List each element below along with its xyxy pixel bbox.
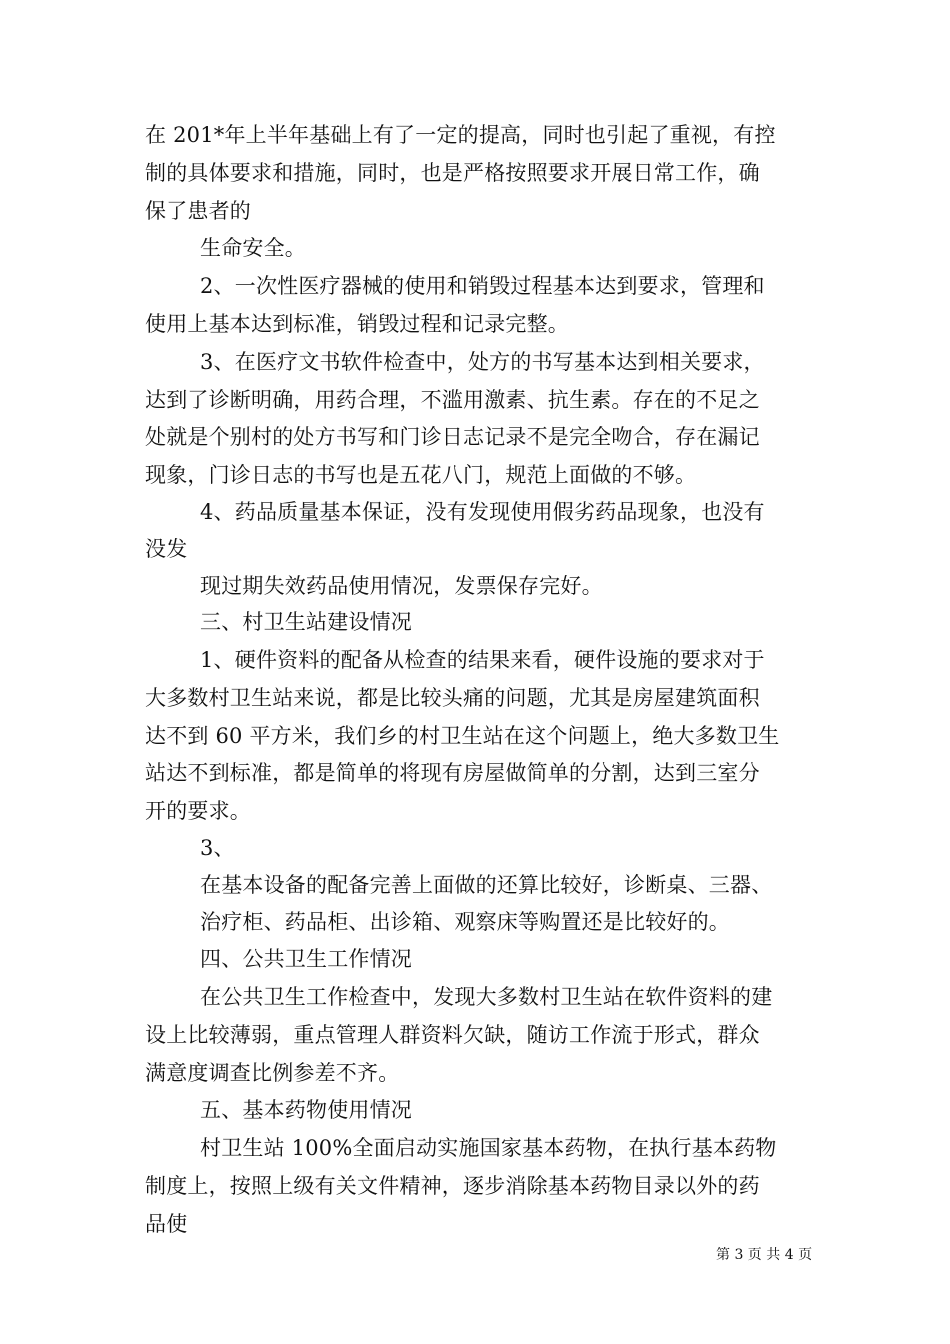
section-heading: 五、基本药物使用情况 bbox=[200, 1098, 412, 1122]
text-line: 品使 bbox=[145, 1212, 188, 1236]
text-line: 大多数村卫生站来说，都是比较头痛的问题，尤其是房屋建筑面积 bbox=[145, 686, 760, 710]
page-number: 第 3 页 共 4 页 bbox=[716, 1247, 813, 1263]
text-line: 设上比较薄弱，重点管理人群资料欠缺，随访工作流于形式，群众 bbox=[145, 1023, 760, 1047]
text-line: 生命安全。 bbox=[200, 236, 306, 260]
text-line: 制度上，按照上级有关文件精神，逐步消除基本药物目录以外的药 bbox=[145, 1174, 760, 1198]
text-line: 站达不到标准，都是简单的将现有房屋做简单的分割，达到三室分 bbox=[145, 761, 760, 785]
text-line: 满意度调查比例参差不齐。 bbox=[145, 1061, 400, 1085]
text-line: 2、一次性医疗器械的使用和销毁过程基本达到要求，管理和 bbox=[200, 274, 765, 298]
section-heading: 三、村卫生站建设情况 bbox=[200, 610, 412, 634]
text-line: 3、在医疗文书软件检查中，处方的书写基本达到相关要求， bbox=[200, 350, 765, 374]
text-line: 村卫生站 100%全面启动实施国家基本药物，在执行基本药物 bbox=[200, 1136, 777, 1160]
text-line: 4、药品质量基本保证，没有发现使用假劣药品现象，也没有 bbox=[200, 500, 765, 524]
text-line: 没发 bbox=[145, 537, 188, 561]
text-line: 在公共卫生工作检查中，发现大多数村卫生站在软件资料的建 bbox=[200, 985, 773, 1009]
text-line: 达不到 60 平方米，我们乡的村卫生站在这个问题上，绝大多数卫生 bbox=[145, 724, 780, 748]
text-line: 1、硬件资料的配备从检查的结果来看，硬件设施的要求对于 bbox=[200, 648, 765, 672]
text-line: 达到了诊断明确，用药合理，不滥用激素、抗生素。存在的不足之 bbox=[145, 388, 760, 412]
text-line: 现过期失效药品使用情况，发票保存完好。 bbox=[200, 574, 603, 598]
text-line: 3、 bbox=[200, 836, 235, 860]
text-line: 开的要求。 bbox=[145, 799, 251, 823]
text-line: 在基本设备的配备完善上面做的还算比较好，诊断桌、三器、 bbox=[200, 873, 773, 897]
text-line: 治疗柜、药品柜、出诊箱、观察床等购置还是比较好的。 bbox=[200, 910, 730, 934]
text-line: 制的具体要求和措施，同时，也是严格按照要求开展日常工作，确 bbox=[145, 161, 760, 185]
text-line: 保了患者的 bbox=[145, 199, 251, 223]
section-heading: 四、公共卫生工作情况 bbox=[200, 947, 412, 971]
text-line: 使用上基本达到标准，销毁过程和记录完整。 bbox=[145, 312, 569, 336]
text-line: 处就是个别村的处方书写和门诊日志记录不是完全吻合，存在漏记 bbox=[145, 425, 760, 449]
text-line: 现象，门诊日志的书写也是五花八门，规范上面做的不够。 bbox=[145, 463, 697, 487]
text-line: 在 201*年上半年基础上有了一定的提高，同时也引起了重视，有控 bbox=[145, 123, 776, 147]
